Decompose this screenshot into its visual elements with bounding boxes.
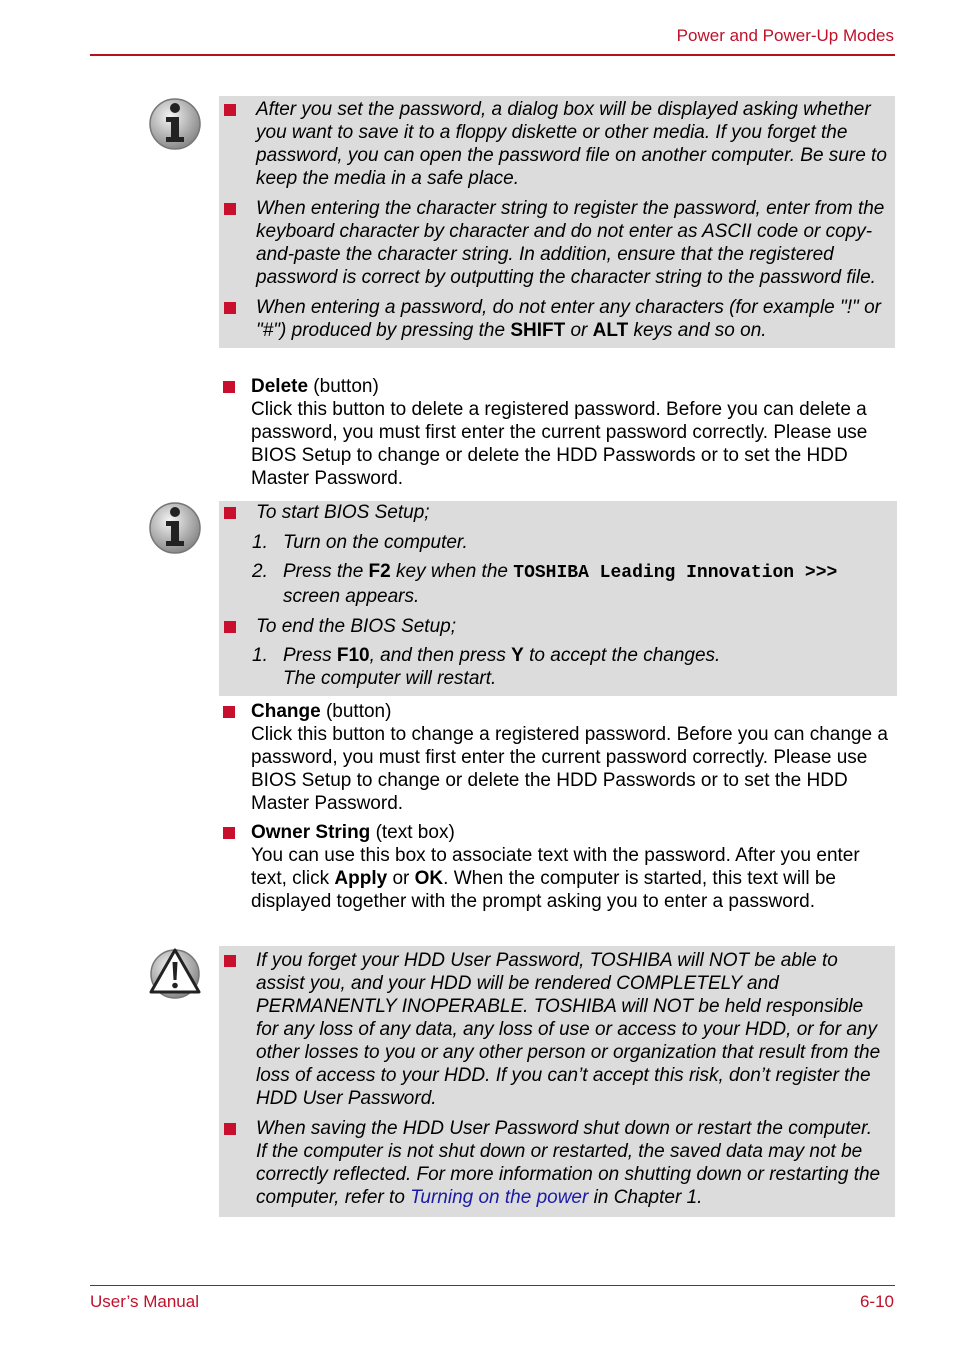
caution-note-hdd-password [219, 946, 895, 1217]
bullet-square-icon [224, 203, 236, 215]
page-number: 6-10 [859, 1292, 894, 1311]
info-note-bios-setup [219, 501, 897, 696]
list-item: 1. Press F10, and then press Y to accept the changes. The computer will restart. [252, 645, 721, 689]
list-item: 2. Press the F2 key when the TOSHIBA Leading Innovation >>> screen appears. [252, 561, 838, 607]
bullet-square-icon [224, 621, 236, 633]
owner-string-description: Owner String (text box) You can use this box to associate text with the password. After you enter text, click Apply or OK. When the computer is started, this text will be displayed together with the prompt asking you to enter a password. [219, 821, 899, 913]
bullet-square-icon [223, 827, 235, 839]
bullet-square-icon [223, 381, 235, 393]
footer-rule [90, 1285, 895, 1286]
bullet-square-icon [224, 955, 236, 967]
bullet-square-icon [224, 1123, 236, 1135]
info-icon [148, 501, 202, 555]
bullet-square-icon [224, 507, 236, 519]
info-icon [148, 97, 202, 151]
list-item: To end the BIOS Setup; [219, 615, 889, 638]
info-note-password [219, 96, 895, 348]
list-item: To start BIOS Setup; [219, 501, 889, 524]
list-item: When saving the HDD User Password shut down or restart the computer. If the computer is not shut down or restarted, the saved data may not be correctly reflected. For more information on shutting down or restarting the computer, refer to Turning on the power in Chapter 1. [219, 1117, 887, 1209]
header-rule [90, 54, 895, 56]
bullet-square-icon [224, 104, 236, 116]
footer-manual-title: User’s Manual [90, 1292, 199, 1311]
delete-button-description: Delete (button) Click this button to delete a registered password. Before you can delete a password, you must first enter the current password correctly. Please use BIOS Setup to change or delete the HDD Passwords or to set the HDD Master Password. [219, 375, 899, 490]
list-item: When entering a password, do not enter any characters (for example "!" or "#") produced by pressing the SHIFT or ALT keys and so on. [219, 296, 887, 342]
list-item: 1. Turn on the computer. [252, 532, 468, 553]
caution-icon [148, 946, 202, 1000]
turning-on-the-power-link[interactable]: Turning on the power [410, 1187, 589, 1208]
list-item: If you forget your HDD User Password, TOSHIBA will NOT be able to assist you, and your HDD will be rendered COMPLETELY and PERMANENTLY INOPERABLE. TOSHIBA will NOT be held responsible for any loss of any data, any loss of use or access to your HDD, or for any other losses to you or any other person or organization that result from the loss of access to your HDD. If you can’t accept this risk, don’t register the HDD User Password. [219, 949, 887, 1110]
list-item: When entering the character string to register the password, enter from the keyboard character by character and do not enter as ASCII code or copy-and-paste the character string. In addition, ensure that the registered password is correct by outputting the character string to the password file. [219, 197, 887, 289]
bullet-square-icon [224, 302, 236, 314]
list-item: After you set the password, a dialog box will be displayed asking whether you want to save it to a floppy diskette or other media. If you forget the password, you can open the password file on another computer. Be sure to keep the media in a safe place. [219, 98, 887, 190]
page-header-title: Power and Power-Up Modes [676, 26, 894, 45]
bullet-square-icon [223, 706, 235, 718]
change-button-description: Change (button) Click this button to change a registered password. Before you can change a password, you must first enter the current password correctly. Please use BIOS Setup to change or delete the HDD Passwords or to set the HDD Master Password. [219, 700, 899, 815]
